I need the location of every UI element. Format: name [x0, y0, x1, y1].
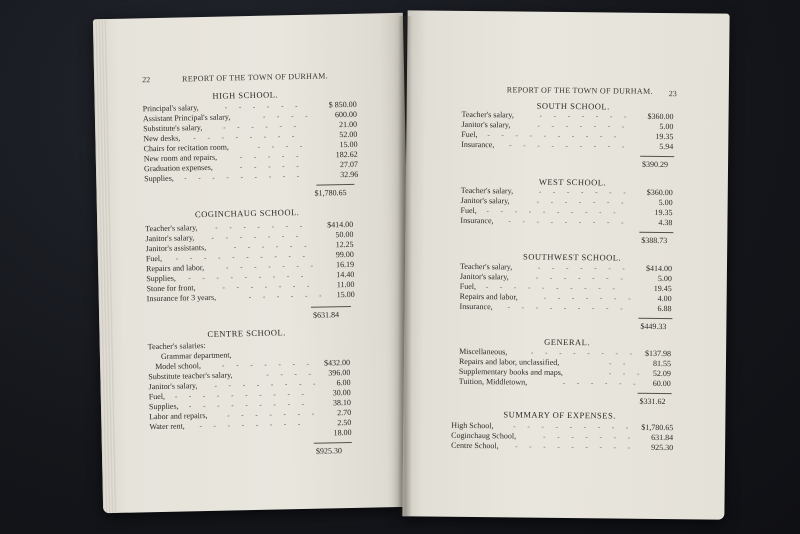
list-item: Repairs and labor, - - - - - - - 16.19: [146, 259, 355, 274]
list-item: Chairs for recitation room, - - - - 15.00: [143, 139, 358, 154]
general-list: [459, 347, 671, 389]
list-item: Fuel, - - - - - - - - - - 19.45: [459, 281, 672, 294]
coginchaug-total-rule: [311, 306, 351, 308]
high-school-list: [143, 100, 359, 184]
west-total-rule: [639, 232, 673, 233]
general-title: GENERAL.: [544, 336, 591, 348]
list-item: Insurance, - - - - - - - - - 4.38: [460, 215, 673, 228]
list-item: Substitute's salary, - - - - - - 21.00: [143, 119, 358, 134]
list-item: Tuition, Middletown, - - - - - - 60.00: [458, 376, 671, 389]
right-page: [402, 10, 729, 519]
south-school-title: SOUTH SCHOOL.: [536, 100, 610, 112]
general-total: $331.62: [639, 396, 666, 407]
centre-school-title: CENTRE SCHOOL.: [207, 327, 286, 339]
list-item: Graduation expenses, - - - - - 27.07: [143, 159, 359, 174]
list-item: Supplies, - - - - - - - - - 32.96: [144, 169, 359, 184]
summary-title: SUMMARY OF EXPENSES.: [503, 409, 616, 421]
list-item: Repairs and labor, unclassified, - - 81.55: [458, 356, 672, 369]
list-item: Teacher's salaries:: [147, 341, 206, 352]
list-item: Coginchaug School, - - - - - - - 631.84: [451, 430, 674, 443]
southwest-school-title: SOUTHWEST SCHOOL.: [523, 251, 622, 263]
high-school-total: $1,780.65: [314, 188, 347, 198]
list-item: Janitor's salary, - - - - - - - 5.00: [461, 119, 674, 132]
list-item: Stone for front, - - - - - - - 11.00: [146, 279, 355, 294]
list-item: Supplies, - - - - - - - - - 14.40: [146, 269, 355, 284]
list-item: Teacher's salary, - - - - - - - $414.00: [459, 261, 673, 274]
list-item: Janitor's salary, - - - - - - - 50.00: [145, 229, 354, 244]
list-item: New room and repairs, - - - - - 182.62: [143, 149, 358, 164]
list-item: Repairs and labor, - - - - - - - 4.00: [459, 291, 672, 304]
list-item: Substitute teacher's salary, - - - - 396.00: [148, 367, 351, 382]
centre-school-list: [148, 338, 352, 442]
southwest-school-list: [460, 262, 673, 314]
general-total-rule: [638, 393, 672, 394]
coginchaug-school-list: [145, 220, 355, 304]
high-school-total-rule: [316, 184, 354, 186]
west-school-list: [460, 186, 672, 228]
southwest-school-total: $449.33: [640, 321, 667, 332]
list-item: 18.00: [333, 427, 352, 438]
list-item: Insurance, - - - - - - - - - 6.88: [459, 301, 672, 314]
list-item: Grammar department,: [160, 350, 232, 361]
summary-list: [451, 421, 673, 453]
right-running-head: REPORT OF THE TOWN OF DURHAM.: [506, 85, 653, 96]
list-item: Teacher's salary, - - - - - - - $360.00: [461, 109, 674, 122]
list-item: Janitor's salary, - - - - - - - - 6.00: [148, 377, 351, 392]
list-item: Insurance, - - - - - - - - - 5.94: [461, 139, 674, 152]
list-item: Principal's salary, - - - - - - $ 850.00: [142, 99, 357, 114]
list-item: Water rent, - - - - - - - - 2.50: [149, 417, 352, 432]
list-item: Model school, - - - - - - - $432.00: [155, 357, 351, 372]
south-school-total: $390.29: [642, 159, 669, 170]
south-school-list: [461, 110, 673, 152]
list-item: Fuel, - - - - - - - - - - 99.00: [145, 249, 354, 264]
left-page: [93, 13, 413, 513]
list-item: Labor and repairs, - - - - - - - 2.70: [149, 407, 352, 422]
west-school-title: WEST SCHOOL.: [538, 176, 607, 188]
list-item: New desks, - - - - - - - - 52.00: [143, 129, 358, 144]
list-item: Supplies, - - - - - - - - - 38.10: [148, 397, 352, 412]
list-item: Supplementary books and maps, - - - 52.09: [458, 366, 671, 379]
list-item: Assistant Principal's salary, - - - - 600.00: [142, 109, 358, 124]
list-item: Janitor's salary, - - - - - - - 5.00: [459, 271, 672, 284]
list-item: Miscellaneous, - - - - - - - - $137.98: [459, 346, 672, 359]
right-page-number: 23: [668, 89, 677, 99]
left-running-head: REPORT OF THE TOWN OF DURHAM.: [182, 71, 329, 84]
list-item: Insurance for 3 years, - - - - - - 15.00: [146, 289, 355, 304]
list-item: Janitor's assistants, - - - - - - 12.25: [145, 239, 354, 254]
list-item: Centre School, - - - - - - - - - 925.30: [451, 440, 674, 453]
list-item: Janitor's salary, - - - - - - - 5.00: [460, 195, 673, 208]
list-item: Fuel, - - - - - - - - - - 19.35: [461, 129, 674, 142]
centre-school-total: $925.30: [315, 446, 343, 456]
coginchaug-school-title: COGINCHAUG SCHOOL.: [194, 207, 300, 220]
southwest-total-rule: [638, 318, 672, 319]
high-school-title: HIGH SCHOOL.: [212, 89, 279, 101]
list-item: Teacher's salary, - - - - - - - $360.00: [460, 185, 673, 198]
list-item: High School, - - - - - - - - - $1,780.65: [451, 420, 674, 433]
coginchaug-school-total: $631.84: [313, 310, 340, 320]
list-item: Teacher's salary, - - - - - - - $414.00: [145, 219, 354, 234]
left-page-number: 22: [142, 75, 151, 85]
centre-total-rule: [314, 442, 352, 444]
south-total-rule: [640, 156, 674, 157]
list-item: Fuel, - - - - - - - - - - 30.00: [148, 387, 351, 402]
list-item: Fuel, - - - - - - - - - - 19.35: [460, 205, 673, 218]
west-school-total: $388.73: [641, 235, 668, 246]
